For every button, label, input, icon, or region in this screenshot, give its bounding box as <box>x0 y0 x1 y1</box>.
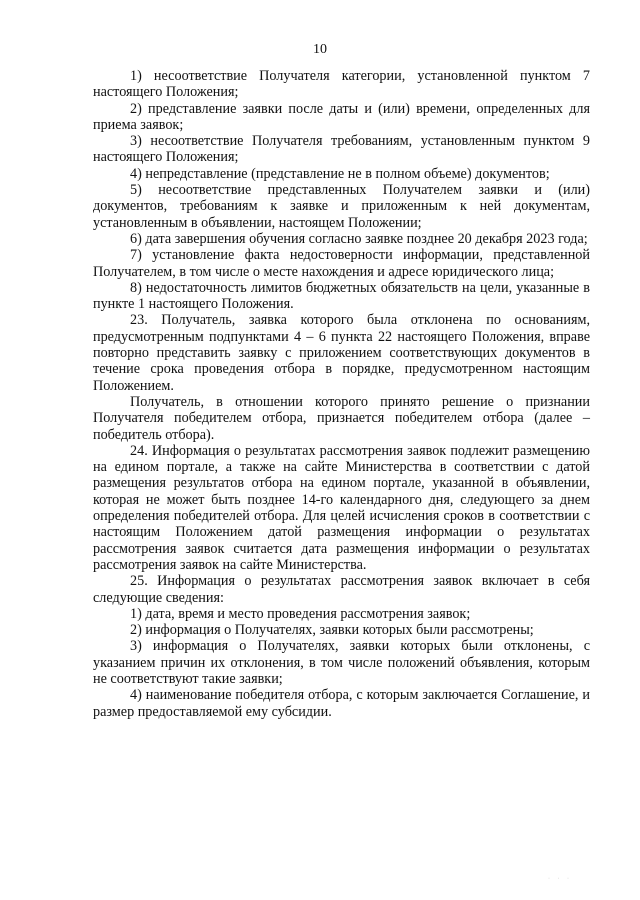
scan-artifact: · · · <box>548 876 572 882</box>
paragraph-23: 23. Получатель, заявка которого была отклонена по основаниям, предусмотренным подпунктами 4 – 6 пункта 22 настоящего Положения, вправе повторно представить заявку с приложением соответствующих документов в течение срока проведения отбора в порядке, предусмотренном настоящим Положением. <box>93 312 590 394</box>
paragraph: 8) недостаточность лимитов бюджетных обязательств на цели, указанные в пункте 1 настоящего Положения. <box>93 279 590 313</box>
paragraph-24: 24. Информация о результатах рассмотрения заявок подлежит размещению на едином портале, а также на сайте Министерства в соответствии с датой размещения результатов отбора на едином портале, указанной в объявлении, которая не может быть позднее 14-го календарного дня, следующего за днем определения победителей отбора. Для целей исчисления сроков в соответствии с настоящим Положением датой размещения информации о результатах рассмотрения заявок считается дата размещения информации о результатах рассмотрения заявок на сайте Министерства. <box>93 442 590 573</box>
paragraph: 3) информация о Получателях, заявки которых были отклонены, с указанием причин их отклонения, в том числе положений объявления, которым не соответствуют такие заявки; <box>93 638 590 687</box>
paragraph: 3) несоответствие Получателя требованиям, установленным пунктом 9 настоящего Положения; <box>93 133 590 166</box>
paragraph-25: 25. Информация о результатах рассмотрения заявок включает в себя следующие сведения: <box>93 573 590 606</box>
paragraph: 2) информация о Получателях, заявки которых были рассмотрены; <box>130 622 534 639</box>
paragraph: 4) непредставление (представление не в полном объеме) документов; <box>130 165 550 182</box>
paragraph: 1) дата, время и место проведения рассмотрения заявок; <box>130 605 471 622</box>
paragraph: 4) наименование победителя отбора, с которым заключается Соглашение, и размер предоставляемой ему субсидии. <box>93 687 590 720</box>
page-number: 10 <box>313 42 327 57</box>
document-body <box>93 68 590 720</box>
paragraph: 2) представление заявки после даты и (или) времени, определенных для приема заявок; <box>93 100 590 133</box>
paragraph: 1) несоответствие Получателя категории, установленной пунктом 7 настоящего Положения; <box>93 68 590 101</box>
paragraph: 7) установление факта недостоверности информации, представленной Получателем, в том числе о месте нахождения и адресе юридического лица; <box>93 247 590 280</box>
paragraph: Получатель, в отношении которого принято решение о признании Получателя победителем отбора, признается победителем отбора (далее – победитель отбора). <box>93 393 590 443</box>
paragraph: 5) несоответствие представленных Получателем заявки и (или) документов, требованиям к заявке и приложенным к ней документам, установленным в объявлении, настоящем Положении; <box>93 182 590 231</box>
paragraph: 6) дата завершения обучения согласно заявке позднее 20 декабря 2023 года; <box>130 230 588 247</box>
